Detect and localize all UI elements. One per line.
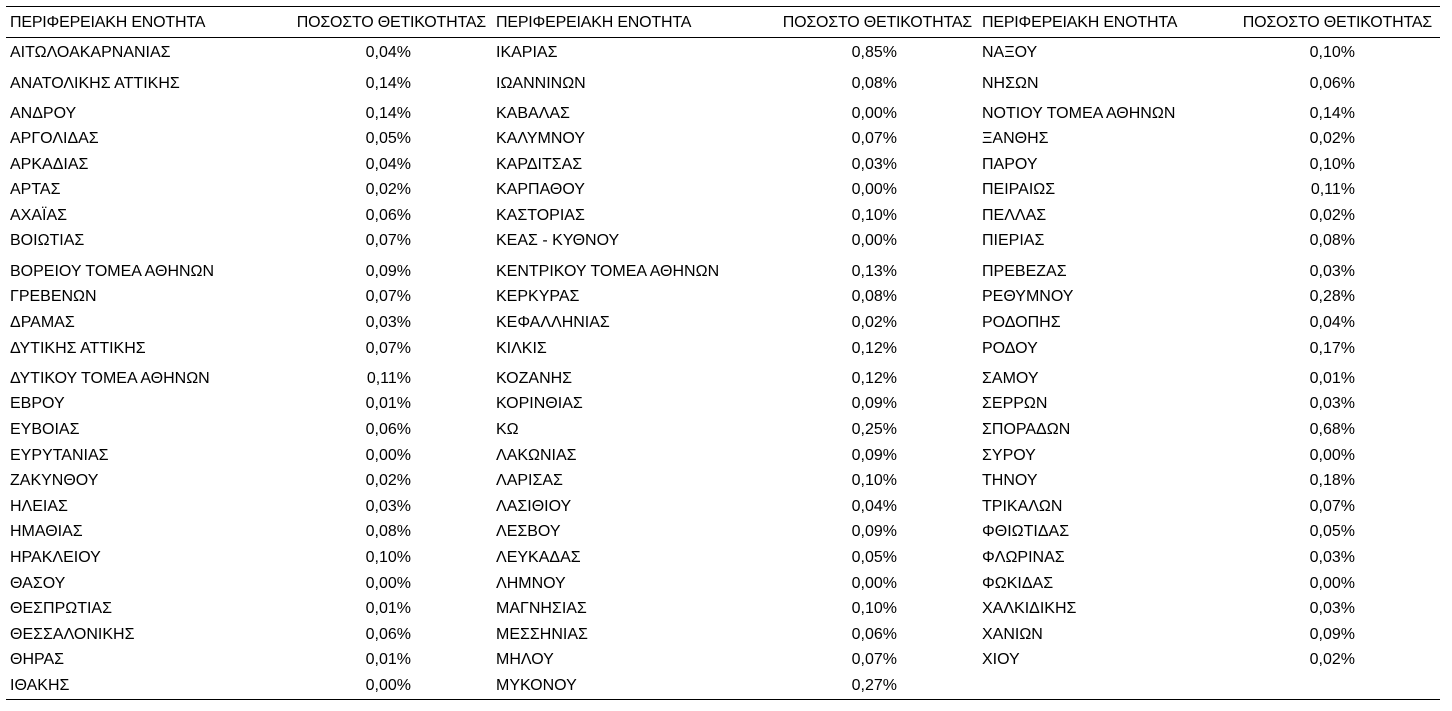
positivity-rate-value: 0,18% (1309, 472, 1355, 489)
positivity-rate-value: 0,68% (1309, 421, 1355, 438)
region-name: ΚΙΛΚΙΣ (496, 340, 547, 357)
positivity-rate-value: 0,11% (366, 370, 411, 387)
positivity-rate-value: 0,00% (851, 575, 897, 592)
positivity-rate-value: 0,14% (1309, 105, 1355, 122)
region-name: ΛΑΣΙΘΙΟΥ (496, 498, 572, 515)
region-name: ΝΑΞΟΥ (982, 44, 1038, 61)
region-name: ΙΚΑΡΙΑΣ (496, 44, 558, 61)
region-name: ΛΕΣΒΟΥ (496, 523, 561, 540)
region-name: ΦΩΚΙΔΑΣ (982, 575, 1054, 592)
positivity-rate-value: 0,03% (1309, 263, 1355, 280)
column-header-rate: ΠΟΣΟΣΤΟ ΘΕΤΙΚΟΤΗΤΑΣ (296, 14, 486, 31)
region-name: ΛΑΚΩΝΙΑΣ (496, 447, 577, 464)
region-name: ΘΕΣΠΡΩΤΙΑΣ (10, 600, 112, 617)
positivity-rate-value: 0,10% (851, 472, 897, 489)
positivity-rate-value: 0,05% (1309, 523, 1355, 540)
region-name: ΔΥΤΙΚΗΣ ΑΤΤΙΚΗΣ (10, 340, 146, 357)
region-name: ΤΗΝΟΥ (982, 472, 1038, 489)
region-name: ΛΕΥΚΑΔΑΣ (496, 549, 581, 566)
positivity-rate-value: 0,05% (851, 549, 897, 566)
positivity-rate-value: 0,09% (365, 263, 411, 280)
region-name: ΑΡΓΟΛΙΔΑΣ (10, 130, 99, 147)
region-name: ΠΑΡΟΥ (982, 156, 1038, 173)
region-name: ΚΕΦΑΛΛΗΝΙΑΣ (496, 314, 610, 331)
positivity-rate-value: 0,01% (365, 651, 411, 668)
positivity-rate-value: 0,04% (365, 156, 411, 173)
positivity-rate-value: 0,03% (1309, 395, 1355, 412)
positivity-rate-value: 0,00% (851, 105, 897, 122)
positivity-rate-value: 0,14% (365, 105, 411, 122)
positivity-rate-value: 0,09% (851, 523, 897, 540)
region-name: ΙΘΑΚΗΣ (10, 677, 70, 694)
positivity-rate-value: 0,10% (851, 207, 897, 224)
region-name: ΚΕΑΣ - ΚΥΘΝΟΥ (496, 232, 620, 249)
column-header-region: ΠΕΡΙΦΕΡΕΙΑΚΗ ΕΝΟΤΗΤΑ (982, 14, 1178, 31)
positivity-rate-value: 0,13% (851, 263, 897, 280)
positivity-rate-value: 0,06% (365, 626, 411, 643)
region-name: ΣΥΡΟΥ (982, 447, 1036, 464)
positivity-rate-value: 0,03% (1309, 549, 1355, 566)
positivity-rate-value: 0,01% (365, 395, 411, 412)
positivity-rate-value: 0,14% (365, 75, 411, 92)
positivity-rate-value: 0,07% (851, 130, 897, 147)
positivity-rate-value: 0,09% (851, 447, 897, 464)
column-header-region: ΠΕΡΙΦΕΡΕΙΑΚΗ ΕΝΟΤΗΤΑ (496, 14, 692, 31)
positivity-rate-value: 0,06% (1309, 75, 1355, 92)
region-name: ΚΩ (496, 421, 519, 438)
positivity-rate-value: 0,28% (1309, 288, 1355, 305)
positivity-rate-value: 0,00% (851, 232, 897, 249)
region-name: ΜΑΓΝΗΣΙΑΣ (496, 600, 587, 617)
positivity-rate-value: 0,09% (851, 395, 897, 412)
region-name: ΣΕΡΡΩΝ (982, 395, 1048, 412)
region-name: ΝΟΤΙΟΥ ΤΟΜΕΑ ΑΘΗΝΩΝ (982, 105, 1176, 122)
positivity-rate-value: 0,25% (851, 421, 897, 438)
positivity-rate-value: 0,05% (365, 130, 411, 147)
region-name: ΧΑΛΚΙΔΙΚΗΣ (982, 600, 1077, 617)
positivity-rate-value: 0,00% (851, 181, 897, 198)
region-name: ΣΠΟΡΑΔΩΝ (982, 421, 1071, 438)
region-name: ΚΑΡΔΙΤΣΑΣ (496, 156, 583, 173)
positivity-rate-value: 0,03% (365, 314, 411, 331)
positivity-rate-value: 0,08% (1309, 232, 1355, 249)
region-name: ΡΟΔΟΥ (982, 340, 1038, 357)
positivity-rate-value: 0,00% (365, 447, 411, 464)
positivity-rate-value: 0,06% (851, 626, 897, 643)
positivity-rate-value: 0,02% (365, 181, 411, 198)
region-name: ΚΑΣΤΟΡΙΑΣ (496, 207, 585, 224)
positivity-rate-value: 0,03% (365, 498, 411, 515)
region-name: ΑΧΑΪΑΣ (10, 207, 68, 224)
positivity-rate-value: 0,02% (1309, 207, 1355, 224)
region-name: ΕΒΡΟΥ (10, 395, 65, 412)
positivity-rate-value: 0,27% (851, 677, 897, 694)
region-name: ΜΥΚΟΝΟΥ (496, 677, 577, 694)
region-name: ΛΗΜΝΟΥ (496, 575, 566, 592)
region-name: ΒΟΙΩΤΙΑΣ (10, 232, 85, 249)
region-name: ΑΝΔΡΟΥ (10, 105, 77, 122)
positivity-rate-value: 0,10% (1309, 44, 1355, 61)
positivity-rate-value: 0,01% (365, 600, 411, 617)
positivity-rate-value: 0,00% (365, 677, 411, 694)
region-name: ΒΟΡΕΙΟΥ ΤΟΜΕΑ ΑΘΗΝΩΝ (10, 263, 215, 280)
region-name: ΔΥΤΙΚΟΥ ΤΟΜΕΑ ΑΘΗΝΩΝ (10, 370, 210, 387)
region-name: ΚΑΛΥΜΝΟΥ (496, 130, 585, 147)
region-name: ΔΡΑΜΑΣ (10, 314, 75, 331)
region-name: ΚΑΒΑΛΑΣ (496, 105, 570, 122)
column-header-rate: ΠΟΣΟΣΤΟ ΘΕΤΙΚΟΤΗΤΑΣ (782, 14, 972, 31)
region-name: ΠΡΕΒΕΖΑΣ (982, 263, 1067, 280)
region-name: ΑΡΚΑΔΙΑΣ (10, 156, 89, 173)
region-name: ΖΑΚΥΝΘΟΥ (10, 472, 99, 489)
region-name: ΤΡΙΚΑΛΩΝ (982, 498, 1063, 515)
region-name: ΠΕΛΛΑΣ (982, 207, 1047, 224)
positivity-rate-value: 0,07% (365, 288, 411, 305)
positivity-rate-value: 0,06% (365, 207, 411, 224)
table-bottom-rule (6, 699, 1440, 700)
positivity-rate-value: 0,07% (851, 651, 897, 668)
region-name: ΗΜΑΘΙΑΣ (10, 523, 83, 540)
positivity-rate-value: 0,04% (851, 498, 897, 515)
region-name: ΚΟΡΙΝΘΙΑΣ (496, 395, 583, 412)
positivity-rate-value: 0,02% (851, 314, 897, 331)
region-name: ΧΙΟΥ (982, 651, 1020, 668)
positivity-rate-value: 0,10% (1309, 156, 1355, 173)
positivity-rate-value: 0,08% (851, 75, 897, 92)
column-header-rate: ΠΟΣΟΣΤΟ ΘΕΤΙΚΟΤΗΤΑΣ (1242, 14, 1432, 31)
region-name: ΞΑΝΘΗΣ (982, 130, 1049, 147)
region-name: ΙΩΑΝΝΙΝΩΝ (496, 75, 586, 92)
region-name: ΘΕΣΣΑΛΟΝΙΚΗΣ (10, 626, 135, 643)
region-name: ΚΑΡΠΑΘΟΥ (496, 181, 585, 198)
region-name: ΦΛΩΡΙΝΑΣ (982, 549, 1065, 566)
region-name: ΑΝΑΤΟΛΙΚΗΣ ΑΤΤΙΚΗΣ (10, 75, 180, 92)
region-name: ΜΕΣΣΗΝΙΑΣ (496, 626, 588, 643)
positivity-rate-value: 0,07% (365, 340, 411, 357)
positivity-rate-value: 0,02% (1309, 651, 1355, 668)
column-header-region: ΠΕΡΙΦΕΡΕΙΑΚΗ ΕΝΟΤΗΤΑ (10, 14, 206, 31)
region-name: ΡΟΔΟΠΗΣ (982, 314, 1061, 331)
region-name: ΣΑΜΟΥ (982, 370, 1039, 387)
positivity-rate-value: 0,17% (1309, 340, 1355, 357)
region-name: ΗΡΑΚΛΕΙΟΥ (10, 549, 101, 566)
region-name: ΕΥΡΥΤΑΝΙΑΣ (10, 447, 109, 464)
region-name: ΚΕΝΤΡΙΚΟΥ ΤΟΜΕΑ ΑΘΗΝΩΝ (496, 263, 720, 280)
positivity-rate-value: 0,04% (365, 44, 411, 61)
region-name: ΘΗΡΑΣ (10, 651, 65, 668)
positivity-rate-value: 0,12% (851, 340, 897, 357)
positivity-rate-value: 0,04% (1309, 314, 1355, 331)
positivity-rate-value: 0,85% (851, 44, 897, 61)
positivity-rate-value: 0,07% (1309, 498, 1355, 515)
region-name: ΠΙΕΡΙΑΣ (982, 232, 1045, 249)
region-name: ΚΟΖΑΝΗΣ (496, 370, 573, 387)
positivity-rate-value: 0,07% (365, 232, 411, 249)
table-top-rule (6, 6, 1440, 7)
region-name: ΛΑΡΙΣΑΣ (496, 472, 563, 489)
positivity-rate-value: 0,03% (851, 156, 897, 173)
region-name: ΦΘΙΩΤΙΔΑΣ (982, 523, 1070, 540)
positivity-rate-value: 0,10% (365, 549, 411, 566)
region-name: ΡΕΘΥΜΝΟΥ (982, 288, 1074, 305)
positivity-rate-value: 0,10% (851, 600, 897, 617)
region-name: ΑΙΤΩΛΟΑΚΑΡΝΑΝΙΑΣ (10, 44, 171, 61)
positivity-rate-value: 0,09% (1309, 626, 1355, 643)
positivity-rate-value: 0,00% (365, 575, 411, 592)
region-name: ΑΡΤΑΣ (10, 181, 61, 198)
positivity-rate-value: 0,08% (851, 288, 897, 305)
positivity-rate-value: 0,03% (1309, 600, 1355, 617)
positivity-rate-value: 0,02% (1309, 130, 1355, 147)
positivity-rate-value: 0,08% (365, 523, 411, 540)
positivity-rate-value: 0,11% (1310, 181, 1355, 198)
region-name: ΓΡΕΒΕΝΩΝ (10, 288, 97, 305)
positivity-rate-value: 0,00% (1309, 575, 1355, 592)
header-bottom-rule (6, 37, 1440, 38)
positivity-rate-value: 0,00% (1309, 447, 1355, 464)
region-name: ΚΕΡΚΥΡΑΣ (496, 288, 580, 305)
region-name: ΘΑΣΟΥ (10, 575, 66, 592)
region-name: ΧΑΝΙΩΝ (982, 626, 1043, 643)
region-name: ΝΗΣΩΝ (982, 75, 1039, 92)
positivity-rate-value: 0,12% (851, 370, 897, 387)
positivity-rate-value: 0,01% (1309, 370, 1355, 387)
region-name: ΠΕΙΡΑΙΩΣ (982, 181, 1056, 198)
positivity-rate-value: 0,02% (365, 472, 411, 489)
region-name: ΜΗΛΟΥ (496, 651, 554, 668)
region-name: ΗΛΕΙΑΣ (10, 498, 68, 515)
positivity-rate-value: 0,06% (365, 421, 411, 438)
region-name: ΕΥΒΟΙΑΣ (10, 421, 80, 438)
